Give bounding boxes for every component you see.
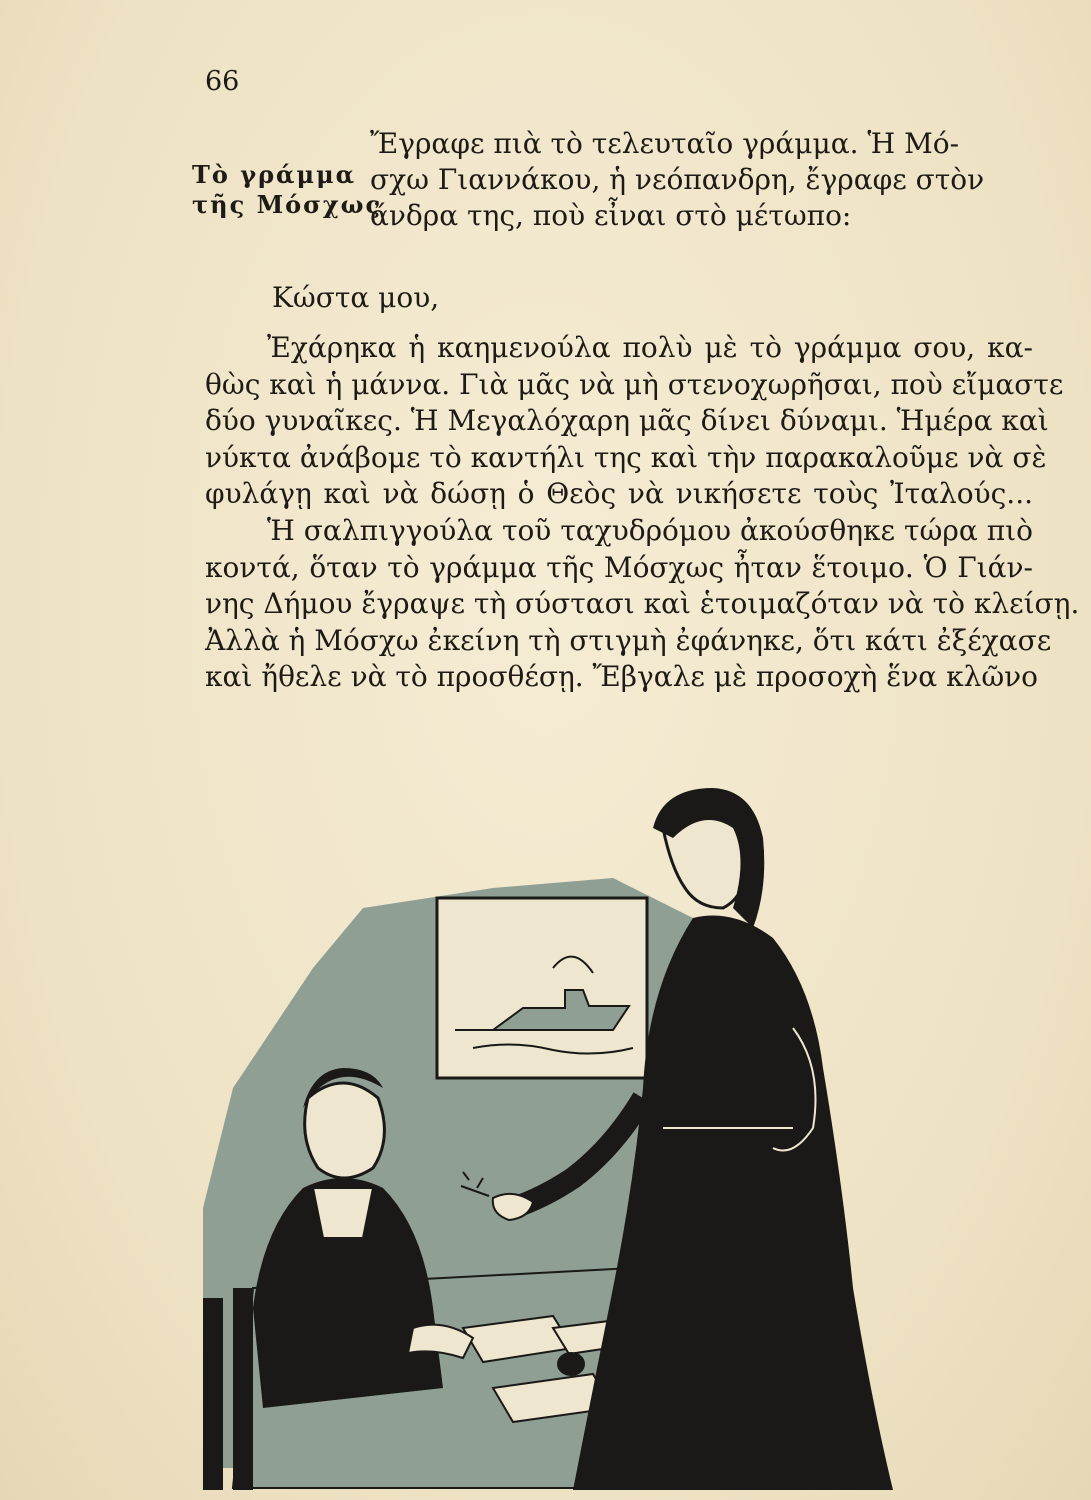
text-line: Ἡ σαλπιγγούλα τοῦ ταχυδρόμου ἀκούσθηκε τώρα πιὸ — [267, 513, 1033, 547]
text-line: Ἐχάρηκα ἡ καημενούλα πολὺ μὲ τὸ γράμμα σου, κα- — [267, 331, 1033, 364]
text-line: σχω Γιαννάκου, ἡ νεόπανδρη, ἔγραφε στὸν — [370, 163, 985, 196]
side-heading-line: τῆς Μόσχως — [192, 190, 383, 219]
text-line: Ἔγραφε πιὰ τὸ τελευταῖο γράμμα. Ἡ Μό- — [370, 127, 960, 160]
text-line: νύκτα ἀνάβομε τὸ καντήλι της καὶ τὴν παρακαλοῦμε νὰ σὲ — [205, 440, 1047, 474]
body-paragraphs — [205, 330, 1080, 696]
intro-paragraph — [370, 126, 1033, 234]
page-number: 66 — [205, 66, 240, 97]
text-line: κοντά, ὅταν τὸ γράμμα τῆς Μόσχως ἦταν ἕτοιμο. Ὁ Γιάν- — [205, 550, 1033, 584]
text-line: νης Δήμου ἔγραψε τὴ σύστασι καὶ ἑτοιμαζόταν νὰ τὸ κλείσῃ. — [205, 587, 1080, 621]
wall-picture-ship — [437, 898, 647, 1078]
letter-greeting: Κώστα μου, — [272, 281, 440, 314]
text-line: καὶ ἤθελε νὰ τὸ προσθέσῃ. Ἔβγαλε μὲ προσοχὴ ἕνα κλῶνο — [205, 660, 1039, 694]
text-line: Ἀλλὰ ἡ Μόσχω ἐκείνη τὴ στιγμὴ ἐφάνηκε, ὅτι κάτι ἐξέχασε — [205, 623, 1052, 657]
text-line: φυλάγῃ καὶ νὰ δώσῃ ὁ Θεὸς νὰ νικήσετε τοὺς Ἰταλούς... — [205, 477, 1033, 511]
text-line: δύο γυναῖκες. Ἡ Μεγαλόχαρη μᾶς δίνει δύναμι. Ἡμέρα καὶ — [205, 404, 1049, 438]
illustration — [193, 768, 893, 1490]
inkwell — [557, 1352, 585, 1376]
side-heading-line: Τὸ γράμμα — [192, 160, 357, 189]
text-line: θὼς καὶ ἡ μάννα. Γιὰ μᾶς νὰ μὴ στενοχωρῆσαι, ποὺ εἴμαστε — [205, 367, 1064, 401]
text-line: ἄνδρα της, ποὺ εἶναι στὸ μέτωπο: — [370, 199, 852, 232]
side-heading — [192, 160, 382, 220]
